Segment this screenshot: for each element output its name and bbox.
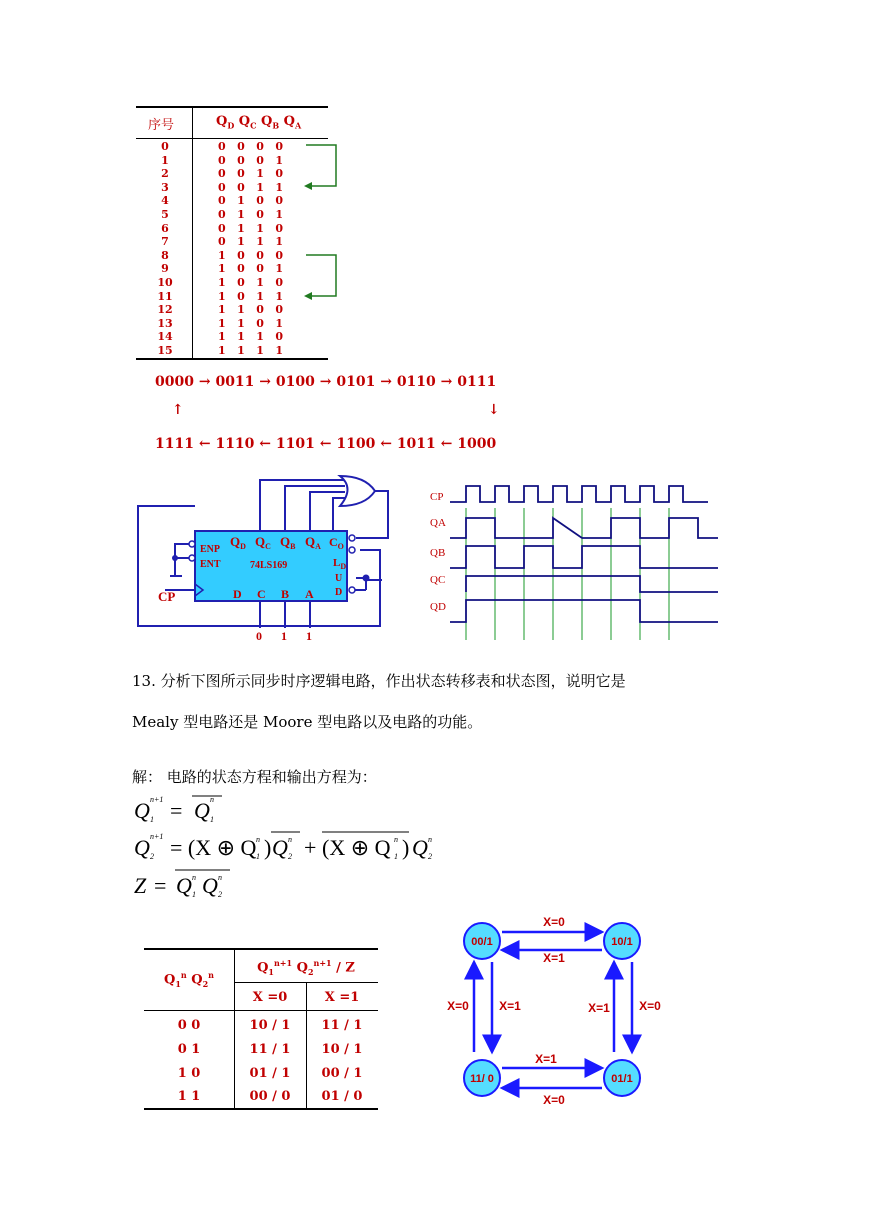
pin-u: U bbox=[335, 573, 343, 584]
row-bits: 0 1 0 0 bbox=[218, 194, 284, 208]
row-bits: 0 1 1 1 bbox=[218, 235, 284, 249]
equations bbox=[132, 790, 492, 910]
node-00-1: 00/1 bbox=[471, 936, 493, 948]
pin-in-a: A bbox=[305, 587, 314, 601]
down-arrow: ↓ bbox=[488, 402, 500, 418]
pin-ent: ENT bbox=[200, 559, 221, 570]
row-index: 12 bbox=[157, 303, 173, 317]
seq-state: 1111 bbox=[155, 436, 194, 452]
sequence-bottom-row: 1111 ← 1110 ← 1101 ← 1100 ← 1011 ← 1000 bbox=[155, 436, 497, 452]
input-0: 0 bbox=[256, 629, 262, 643]
problem-line-1: 13. 分析下图所示同步时序逻辑电路，作出状态转移表和状态图，说明它是 bbox=[132, 672, 626, 690]
st-x1: 11 / 1 bbox=[321, 1018, 363, 1033]
st-state: 0 0 bbox=[177, 1018, 201, 1033]
pin-qa: $Q_A$ bbox=[305, 534, 321, 551]
svg-text:=: = bbox=[170, 798, 183, 823]
seq-state: 0101 bbox=[336, 374, 376, 390]
row-index: 8 bbox=[161, 248, 169, 262]
svg-text:1: 1 bbox=[150, 815, 154, 824]
row-index: 10 bbox=[157, 276, 173, 289]
st-x0: 10 / 1 bbox=[249, 1018, 291, 1033]
st-sub-x0: X =0 bbox=[252, 990, 288, 1005]
svg-text:Q: Q bbox=[176, 873, 192, 898]
st-x0: 00 / 0 bbox=[249, 1089, 291, 1104]
st-top-rule bbox=[144, 948, 378, 950]
svg-text:1: 1 bbox=[192, 890, 196, 899]
seq-state: 1100 bbox=[336, 436, 376, 452]
node-11-0: 11/ 0 bbox=[470, 1073, 494, 1085]
edge-label: X=1 bbox=[535, 1052, 557, 1066]
header-index: 序号 bbox=[148, 118, 175, 133]
wave-label-qa: QA bbox=[430, 517, 446, 529]
problem-line-2: Mealy 型电路还是 Moore 型电路以及电路的功能。 bbox=[132, 713, 483, 731]
st-x1: 01 / 0 bbox=[321, 1089, 363, 1104]
edge-label: X=0 bbox=[543, 915, 565, 929]
seq-state: 1110 bbox=[215, 436, 255, 452]
state-diagram bbox=[436, 912, 676, 1117]
svg-text:Q: Q bbox=[134, 798, 150, 823]
svg-text:Z: Z bbox=[134, 873, 147, 898]
row-index: 4 bbox=[161, 194, 169, 208]
svg-text:n: n bbox=[288, 835, 292, 844]
svg-text:2: 2 bbox=[288, 852, 292, 861]
row-bits: 1 1 1 1 bbox=[218, 344, 284, 357]
svg-text:n+1: n+1 bbox=[150, 832, 164, 841]
row-bits: 0 0 0 1 bbox=[218, 153, 284, 167]
st-x0: 01 / 1 bbox=[249, 1066, 291, 1081]
svg-text:n: n bbox=[394, 835, 398, 844]
svg-text:Q: Q bbox=[412, 835, 428, 860]
svg-text:+: + bbox=[304, 835, 317, 860]
row-index: 9 bbox=[161, 262, 169, 276]
row-bits: 1 1 0 1 bbox=[218, 316, 284, 330]
svg-text:Q: Q bbox=[194, 798, 210, 823]
pin-ld: $L_D$ bbox=[333, 557, 347, 571]
row-index: 0 bbox=[161, 140, 169, 153]
st-col1-header: $Q_1^n$ $Q_2^n$ bbox=[164, 970, 214, 989]
edge-label: X=0 bbox=[639, 999, 661, 1013]
svg-text:(X ⊕ Q: (X ⊕ Q bbox=[322, 835, 391, 860]
edge-label: X=1 bbox=[543, 951, 565, 965]
svg-text:1: 1 bbox=[210, 815, 214, 824]
row-bits: 1 0 1 1 bbox=[218, 289, 284, 303]
svg-text:n: n bbox=[210, 795, 214, 804]
timing-waveform bbox=[428, 480, 728, 640]
pin-d: D bbox=[335, 587, 343, 598]
row-bits: 1 0 1 0 bbox=[218, 276, 284, 289]
pin-qd: $Q_D$ bbox=[230, 534, 246, 551]
row-bits: 0 0 1 0 bbox=[218, 167, 284, 181]
row-bits: 0 1 1 0 bbox=[218, 221, 284, 235]
wave-label-qc: QC bbox=[430, 574, 446, 586]
st-state: 0 1 bbox=[177, 1042, 201, 1057]
table-top-rule bbox=[136, 106, 328, 108]
pin-enp: ENP bbox=[200, 544, 220, 555]
node-10-1: 10/1 bbox=[611, 936, 633, 948]
row-index: 5 bbox=[161, 208, 169, 221]
seq-state: 1011 bbox=[396, 436, 436, 452]
wave-label-qd: QD bbox=[430, 601, 446, 613]
st-col2-header: $Q_1^{n+1}$ $Q_2^{n+1}$ / Z bbox=[257, 958, 355, 977]
row-index: 2 bbox=[161, 167, 169, 181]
up-arrow: ↑ bbox=[172, 402, 184, 418]
row-index: 13 bbox=[157, 316, 173, 330]
state-transition-table bbox=[144, 948, 378, 1112]
st-x1: 00 / 1 bbox=[321, 1066, 363, 1081]
svg-text:n: n bbox=[218, 873, 222, 882]
seq-state: 0100 bbox=[275, 374, 315, 390]
row-bits: 0 0 0 0 bbox=[218, 140, 284, 153]
wave-label-cp: CP bbox=[430, 491, 444, 503]
row-index: 14 bbox=[157, 330, 173, 344]
row-index: 1 bbox=[161, 153, 169, 167]
seq-state: 0011 bbox=[215, 374, 255, 390]
row-bits: 1 0 0 1 bbox=[218, 262, 284, 276]
svg-text:n: n bbox=[256, 835, 260, 844]
row-bits: 1 0 0 0 bbox=[218, 248, 284, 262]
svg-text:n+1: n+1 bbox=[150, 795, 164, 804]
svg-text:): ) bbox=[264, 835, 272, 860]
chip-name: 74LS169 bbox=[250, 560, 288, 571]
st-bottom-rule bbox=[144, 1108, 378, 1110]
row-index: 6 bbox=[161, 221, 169, 235]
seq-state: 1101 bbox=[275, 436, 315, 452]
pin-qb: $Q_B$ bbox=[280, 534, 296, 551]
svg-text:2: 2 bbox=[428, 852, 432, 861]
header-bits: $Q_D$ $Q_C$ $Q_B$ $Q_A$ bbox=[216, 114, 302, 131]
svg-text:Q: Q bbox=[272, 835, 288, 860]
table-bottom-rule bbox=[136, 358, 328, 360]
row-bits: 1 1 0 0 bbox=[218, 303, 284, 317]
counter-circuit bbox=[130, 468, 390, 643]
svg-text:=: = bbox=[154, 873, 167, 898]
row-bits: 0 1 0 1 bbox=[218, 208, 284, 221]
svg-text:Q: Q bbox=[202, 873, 218, 898]
svg-text:= (X ⊕ Q: = (X ⊕ Q bbox=[170, 835, 257, 860]
row-index: 7 bbox=[161, 235, 169, 249]
st-x0: 11 / 1 bbox=[249, 1042, 291, 1057]
row-index: 15 bbox=[157, 344, 173, 357]
pin-co: $C_O$ bbox=[329, 535, 344, 551]
st-state: 1 1 bbox=[177, 1089, 201, 1104]
seq-state: 0110 bbox=[396, 374, 436, 390]
solution-intro: 解： 电路的状态方程和输出方程为： bbox=[132, 768, 377, 786]
svg-text:n: n bbox=[428, 835, 432, 844]
svg-text:1: 1 bbox=[394, 852, 398, 861]
pin-in-d: D bbox=[233, 587, 242, 601]
st-state: 1 0 bbox=[177, 1066, 201, 1081]
edge-label: X=1 bbox=[588, 1001, 610, 1015]
wave-label-qb: QB bbox=[430, 547, 446, 559]
table-arrows bbox=[300, 138, 345, 308]
row-bits: 0 0 1 1 bbox=[218, 180, 284, 194]
pin-in-b: B bbox=[281, 587, 290, 601]
seq-state: 0111 bbox=[457, 374, 497, 390]
row-bits: 1 1 1 0 bbox=[218, 330, 284, 344]
seq-state: 0000 bbox=[155, 374, 194, 390]
st-header-rule bbox=[144, 1010, 378, 1011]
svg-text:2: 2 bbox=[150, 852, 154, 861]
node-01-1: 01/1 bbox=[611, 1073, 633, 1085]
seq-state: 1000 bbox=[457, 436, 497, 452]
st-sub-x1: X =1 bbox=[324, 990, 360, 1005]
input-1: 1 bbox=[281, 629, 287, 643]
edge-label: X=0 bbox=[447, 999, 469, 1013]
pin-qc: $Q_C$ bbox=[255, 534, 271, 551]
svg-text:n: n bbox=[192, 873, 196, 882]
svg-text:2: 2 bbox=[218, 890, 222, 899]
svg-text:Q: Q bbox=[134, 835, 150, 860]
pin-in-c: C bbox=[257, 587, 266, 601]
sequence-top-row: 0000 → 0011 → 0100 → 0101 → 0110 → 0111 bbox=[155, 374, 497, 390]
clock-label: CP bbox=[158, 589, 176, 604]
input-2: 1 bbox=[306, 629, 312, 643]
row-index: 11 bbox=[157, 289, 173, 303]
row-index: 3 bbox=[161, 180, 169, 194]
edge-label: X=1 bbox=[499, 999, 521, 1013]
svg-text:1: 1 bbox=[256, 852, 260, 861]
edge-label: X=0 bbox=[543, 1093, 565, 1107]
svg-text:): ) bbox=[402, 835, 410, 860]
st-x1: 10 / 1 bbox=[321, 1042, 363, 1057]
